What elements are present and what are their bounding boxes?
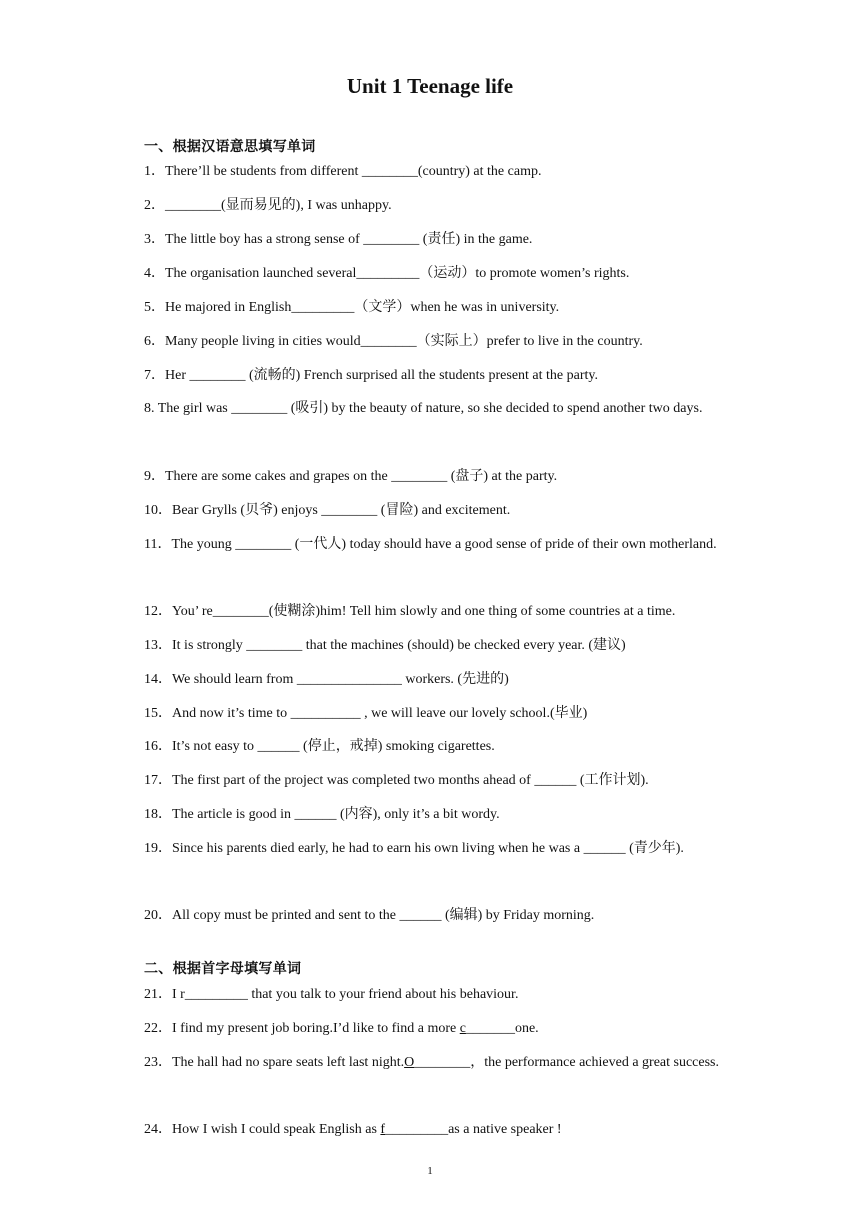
question-11: 11．The young ________ (一代人) today should have a good sense of pride of their own motherland. [144,537,717,552]
question-16: 16．It’s not easy to ______ (停止，戒掉) smoking cigarettes. [144,739,495,754]
question-9: 9．There are some cakes and grapes on the ________ (盘子) at the party. [144,469,558,484]
question-text-after: _________as a native speaker ! [385,1122,562,1137]
question-10: 10．Bear Grylls (贝爷) enjoys ________ (冒险) and excitement. [144,503,511,518]
question-18: 18．The article is good in ______ (内容), only it’s a bit wordy. [144,807,500,822]
question-4: 4．The organisation launched several_________（运动）to promote women’s rights. [144,266,630,281]
question-text-after: ________，the performance achieved a great success. [414,1055,719,1070]
question-24 [144,1113,724,1147]
question-13: 13．It is strongly ________ that the machines (should) be checked every year. (建议) [144,638,626,653]
question-12: 12．You’ re________(使糊涂)him! Tell him slowly and one thing of some countries at a time. [144,604,676,619]
question-6: 6．Many people living in cities would________（实际上）prefer to live in the country. [144,334,643,349]
question-5: 5．He majored in English_________（文学）when he was in university. [144,300,560,315]
question-17: 17．The first part of the project was completed two months ahead of ______ (工作计划). [144,773,649,788]
question-23 [144,1046,724,1080]
question-19: 19．Since his parents died early, he had to earn his own living when he was a ______ (青少年). [144,841,684,856]
question-text: 23．The hall had no spare seats left last night. [144,1055,405,1070]
question-text-after: _______one. [465,1021,539,1036]
question-text: 24．How I wish I could speak English as [144,1122,381,1137]
initial-letter: f [380,1122,386,1137]
question-text: 22．I find my present job boring.I’d like to find a more [144,1021,460,1036]
question-1: 1．There’ll be students from different ________(country) at the camp. [144,164,542,179]
initial-letter: O [404,1055,415,1070]
page-number: 1 [427,1165,433,1177]
question-text: 21．I r_________ that you talk to your friend about his behaviour. [144,987,519,1002]
section-heading-1: 一、根据汉语意思填写单词 [144,139,316,155]
question-22 [144,1012,724,1046]
question-8: 8. The girl was ________ (吸引) by the beauty of nature, so she decided to spend another two days. [144,401,703,416]
question-3: 3．The little boy has a strong sense of ________ (责任) in the game. [144,232,533,247]
initial-letter: c [459,1021,466,1036]
question-15: 15．And now it’s time to __________ , we will leave our lovely school.(毕业) [144,706,588,721]
question-14: 14．We should learn from _______________ workers. (先进的) [144,672,509,687]
question-7: 7．Her ________ (流畅的) French surprised all the students present at the party. [144,368,598,383]
question-21 [144,978,724,1012]
section-heading-2: 二、根据首字母填写单词 [144,961,302,977]
document-title: Unit 1 Teenage life [346,74,514,98]
question-20: 20．All copy must be printed and sent to the ______ (编辑) by Friday morning. [144,908,595,923]
question-2: 2．________(显而易见的), I was unhappy. [144,198,392,213]
